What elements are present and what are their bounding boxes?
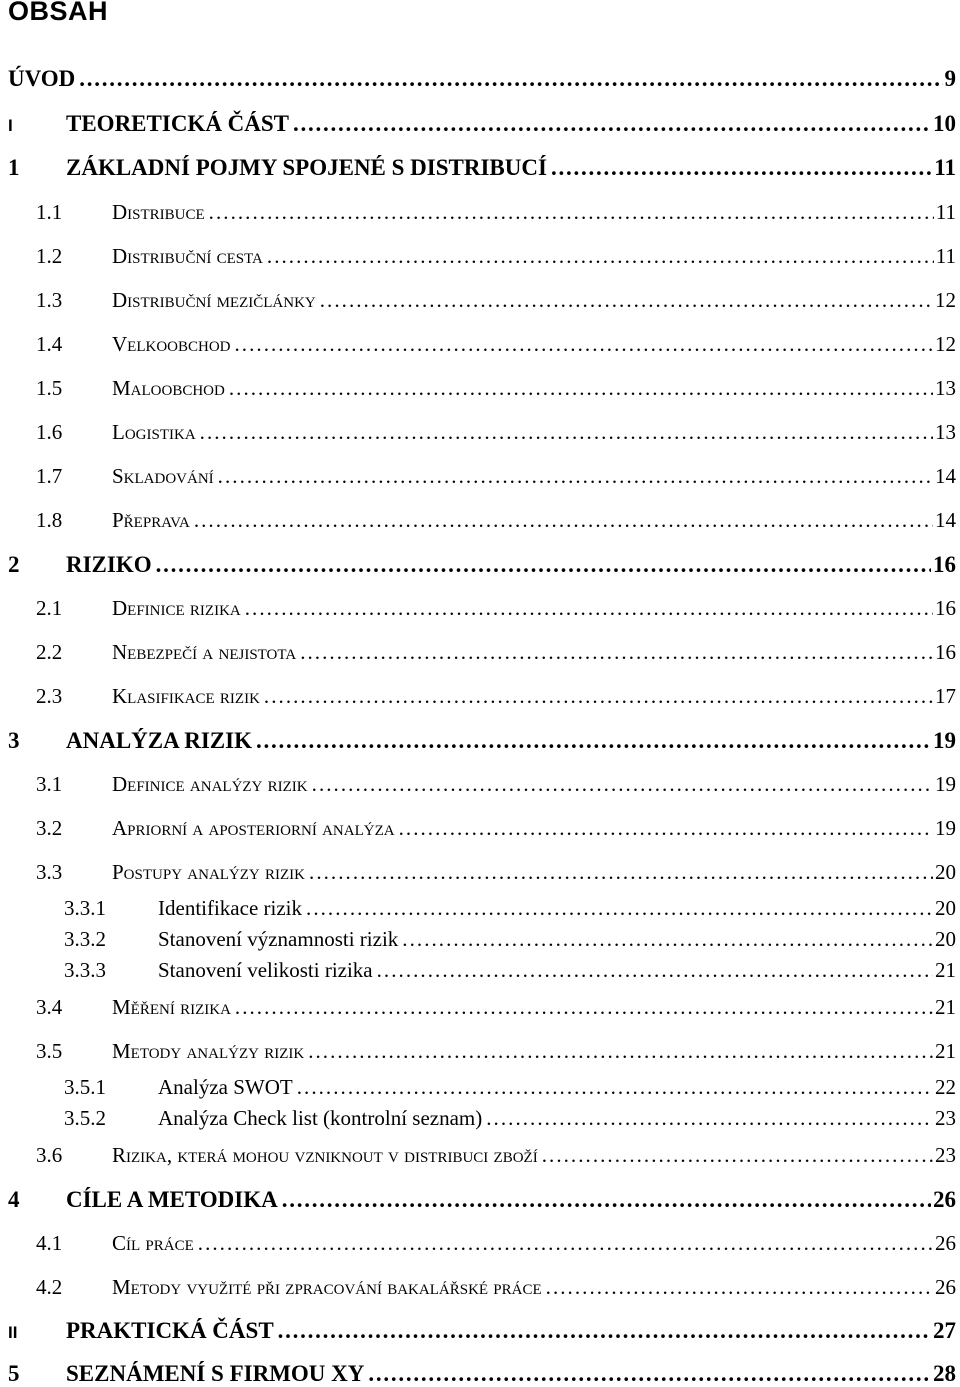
toc-number: 3.3.3 — [64, 958, 106, 982]
toc-number: 1.4 — [36, 332, 63, 356]
toc-number: 2.3 — [36, 684, 63, 708]
toc-page: 23 — [935, 1106, 956, 1130]
toc-number: 4.2 — [36, 1275, 63, 1299]
toc-label: Stanovení významnosti rizik — [158, 927, 399, 951]
toc-number: 2.1 — [36, 596, 63, 620]
toc-leader-dots — [79, 66, 942, 92]
toc-number: 5 — [8, 1361, 20, 1386]
toc-page: 19 — [933, 728, 956, 753]
toc-leader-dots — [256, 728, 931, 754]
toc-number: 1.3 — [36, 288, 63, 312]
toc-leader-dots — [198, 1231, 933, 1256]
toc-label: Metody analýzy rizik — [112, 1039, 305, 1063]
toc-label: Cíl práce — [112, 1231, 194, 1255]
toc-entry-chapter-1[interactable] — [0, 155, 956, 181]
toc-label: Měření rizika — [112, 995, 231, 1019]
toc-entry-2-2[interactable] — [0, 640, 956, 665]
toc-label: Logistika — [112, 420, 196, 444]
toc-entry-1-3[interactable] — [0, 288, 956, 313]
toc-number: 3.5.1 — [64, 1075, 106, 1099]
toc-entry-1-7[interactable] — [0, 464, 956, 489]
toc-page: 20 — [935, 860, 956, 884]
toc-leader-dots — [368, 1361, 931, 1387]
toc-page: 21 — [935, 1039, 956, 1063]
toc-label: Analýza Check list (kontrolní seznam) — [158, 1106, 483, 1130]
toc-page: 10 — [933, 111, 956, 136]
toc-page: 28 — [933, 1361, 956, 1386]
toc-number: 2 — [8, 552, 20, 577]
toc-page: 16 — [933, 552, 956, 577]
toc-entry-3-5-2[interactable] — [0, 1106, 956, 1131]
toc-number: 3.6 — [36, 1143, 63, 1167]
toc-page: 16 — [935, 596, 956, 620]
toc-number: 1.5 — [36, 376, 63, 400]
toc-number: 1.8 — [36, 508, 63, 532]
toc-number: 2.2 — [36, 640, 63, 664]
toc-number: 4 — [8, 1187, 20, 1212]
toc-label: Rizika, která mohou vzniknout v distribuci zboží — [112, 1143, 538, 1167]
toc-entry-3-1[interactable] — [0, 772, 956, 797]
toc-label: Distribuční mezičlánky — [112, 288, 316, 312]
toc-leader-dots — [194, 508, 933, 533]
toc-label: Identifikace rizik — [158, 896, 303, 920]
toc-leader-dots — [306, 896, 933, 921]
toc-leader-dots — [377, 958, 933, 983]
toc-label: Přeprava — [112, 508, 190, 532]
toc-entry-3-3-2[interactable] — [0, 927, 956, 952]
toc-page: 26 — [935, 1275, 956, 1299]
toc-page: 11 — [935, 200, 956, 224]
toc-entry-uvod[interactable] — [0, 66, 956, 92]
toc-entry-chapter-5[interactable] — [0, 1361, 956, 1387]
toc-entry-3-2[interactable] — [0, 816, 956, 841]
toc-number: 1.6 — [36, 420, 63, 444]
toc-label: SEZNÁMENÍ S FIRMOU XY — [66, 1361, 365, 1386]
toc-page: 27 — [933, 1318, 956, 1343]
toc-leader-dots — [551, 155, 932, 181]
toc-entry-4-1[interactable] — [0, 1231, 956, 1256]
toc-number: 3.5.2 — [64, 1106, 106, 1130]
toc-number: 3.5 — [36, 1039, 63, 1063]
toc-number: 3.3.2 — [64, 927, 106, 951]
toc-leader-dots — [542, 1143, 933, 1168]
toc-number: 3.3 — [36, 860, 63, 884]
toc-leader-dots — [209, 200, 934, 225]
toc-leader-dots — [229, 376, 933, 401]
toc-leader-dots — [235, 995, 933, 1020]
toc-page: 21 — [935, 995, 956, 1019]
toc-page: 11 — [934, 155, 956, 180]
toc-entry-1-2[interactable] — [0, 244, 956, 269]
toc-number: 1.2 — [36, 244, 63, 268]
toc-label: Nebezpečí a nejistota — [112, 640, 297, 664]
toc-page: 9 — [944, 66, 956, 91]
toc-leader-dots — [297, 1075, 933, 1100]
toc-entry-3-4[interactable] — [0, 995, 956, 1020]
toc-heading: OBSAH — [8, 0, 109, 26]
toc-number: 1 — [8, 155, 20, 180]
toc-leader-dots — [264, 684, 933, 709]
toc-entry-2-1[interactable] — [0, 596, 956, 621]
toc-entry-1-6[interactable] — [0, 420, 956, 445]
toc-number: 3.2 — [36, 816, 63, 840]
toc-entry-1-5[interactable] — [0, 376, 956, 401]
toc-page: 13 — [935, 420, 956, 444]
toc-label: CÍLE A METODIKA — [66, 1187, 278, 1212]
toc-label: Definice rizika — [112, 596, 241, 620]
toc-label: PRAKTICKÁ ČÁST — [66, 1318, 274, 1343]
toc-page: 12 — [935, 332, 956, 356]
toc-page: 13 — [935, 376, 956, 400]
toc-label: TEORETICKÁ ČÁST — [66, 111, 290, 136]
toc-label: RIZIKO — [66, 552, 152, 577]
toc-label: Klasifikace rizik — [112, 684, 260, 708]
toc-label: Skladování — [112, 464, 214, 488]
toc-label: Distribuce — [112, 200, 205, 224]
toc-label: Stanovení velikosti rizika — [158, 958, 373, 982]
toc-leader-dots — [309, 860, 933, 885]
toc-entry-2-3[interactable] — [0, 684, 956, 709]
toc-label: Velkoobchod — [112, 332, 231, 356]
toc-leader-dots — [156, 552, 931, 578]
toc-entry-1-4[interactable] — [0, 332, 956, 357]
toc-entry-3-6[interactable] — [0, 1143, 956, 1168]
toc-entry-1-1[interactable] — [0, 200, 956, 225]
toc-page: 14 — [935, 508, 956, 532]
toc-leader-dots — [486, 1106, 933, 1131]
toc-leader-dots — [312, 772, 933, 797]
toc-page: 11 — [935, 244, 956, 268]
toc-leader-dots — [402, 927, 933, 952]
toc-leader-dots — [300, 640, 933, 665]
toc-page: 14 — [935, 464, 956, 488]
toc-number: 3.3.1 — [64, 896, 106, 920]
toc-label: Postupy analýzy rizik — [112, 860, 306, 884]
toc-page: 20 — [935, 896, 956, 920]
toc-entry-3-5-1[interactable] — [0, 1075, 956, 1100]
toc-page: 22 — [935, 1075, 956, 1099]
toc-page: 17 — [935, 684, 956, 708]
toc-page: 16 — [935, 640, 956, 664]
toc-page: 23 — [935, 1143, 956, 1167]
toc-number: 3.4 — [36, 995, 63, 1019]
toc-page: 19 — [935, 816, 956, 840]
toc-label: ANALÝZA RIZIK — [66, 728, 252, 753]
toc-leader-dots — [200, 420, 933, 445]
toc-leader-dots — [399, 816, 933, 841]
toc-number: II — [8, 1323, 18, 1342]
toc-entry-chapter-4[interactable] — [0, 1187, 956, 1213]
toc-leader-dots — [245, 596, 933, 621]
toc-leader-dots — [282, 1187, 931, 1213]
toc-page: 19 — [935, 772, 956, 796]
toc-page: 21 — [935, 958, 956, 982]
toc-number: 4.1 — [36, 1231, 63, 1255]
toc-entry-chapter-2[interactable] — [0, 552, 956, 578]
toc-leader-dots — [546, 1275, 933, 1300]
toc-page: 26 — [935, 1231, 956, 1255]
toc-page: 26 — [933, 1187, 956, 1212]
toc-label: Definice analýzy rizik — [112, 772, 308, 796]
toc-label: Distribuční cesta — [112, 244, 263, 268]
toc-leader-dots — [218, 464, 933, 489]
toc-entry-1-8[interactable] — [0, 508, 956, 533]
toc-entry-part-2[interactable] — [0, 1318, 956, 1344]
toc-number: I — [8, 116, 13, 135]
toc-entry-4-2[interactable] — [0, 1275, 956, 1300]
toc-entry-3-3-3[interactable] — [0, 958, 956, 983]
toc-entry-part-1[interactable] — [0, 111, 956, 137]
toc-entry-3-3-1[interactable] — [0, 896, 956, 921]
toc-page: 20 — [935, 927, 956, 951]
toc-entry-chapter-3[interactable] — [0, 728, 956, 754]
toc-number: 3 — [8, 728, 20, 753]
toc-leader-dots — [293, 111, 931, 137]
toc-label: Maloobchod — [112, 376, 225, 400]
toc-entry-3-5[interactable] — [0, 1039, 956, 1064]
toc-label: Apriorní a aposteriorní analýza — [112, 816, 395, 840]
toc-label: Metody využité při zpracování bakalářské práce — [112, 1275, 542, 1299]
toc-number: 3.1 — [36, 772, 63, 796]
toc-leader-dots — [308, 1039, 933, 1064]
toc-number: 1.1 — [36, 200, 63, 224]
toc-label: ZÁKLADNÍ POJMY SPOJENÉ S DISTRIBUCÍ — [66, 155, 547, 180]
toc-page: 12 — [935, 288, 956, 312]
toc-entry-3-3[interactable] — [0, 860, 956, 885]
toc-number: 1.7 — [36, 464, 63, 488]
toc-leader-dots — [235, 332, 934, 357]
toc-leader-dots — [278, 1318, 931, 1344]
toc-leader-dots — [320, 288, 933, 313]
toc-label: Analýza SWOT — [158, 1075, 293, 1099]
toc-leader-dots — [267, 244, 934, 269]
toc-label: ÚVOD — [8, 66, 76, 91]
